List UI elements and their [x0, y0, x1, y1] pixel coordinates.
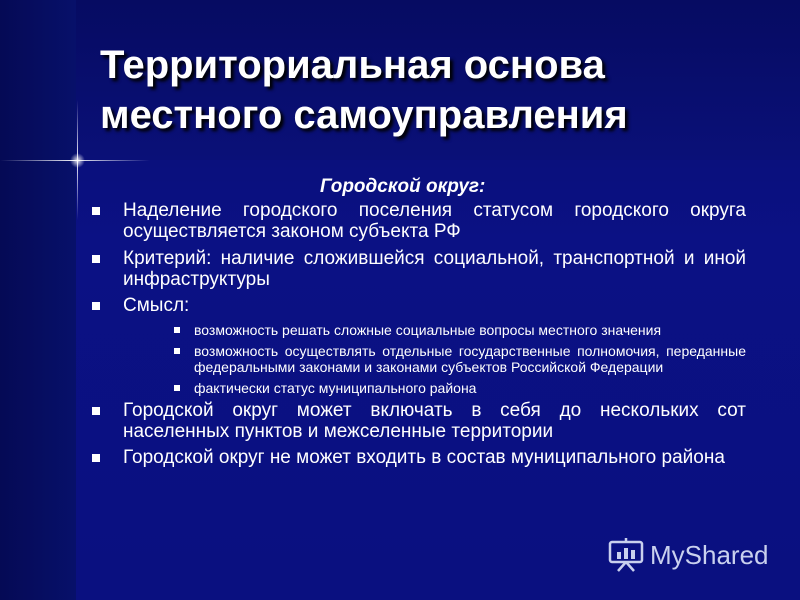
list-item [92, 400, 746, 442]
title-line-1: Территориальная основа [100, 43, 605, 87]
sub-list-item [92, 343, 746, 375]
list-item-text: Наделение городского поселения статусом городского округа осуществляется законом субъекта РФ [123, 200, 746, 242]
bullet-list [92, 200, 746, 468]
presentation-board-icon [608, 538, 644, 572]
sub-list-item-text: фактически статус муниципального района [194, 380, 477, 396]
list-item [92, 200, 746, 242]
square-bullet-icon [92, 255, 100, 263]
square-bullet-icon [174, 348, 180, 354]
list-item [92, 295, 746, 316]
title-line-2: местного самоуправления [100, 93, 628, 137]
square-bullet-icon [174, 385, 180, 391]
sub-list-item-text: возможность решать сложные социальные вопросы местного значения [194, 322, 662, 338]
sparkle-icon [70, 153, 85, 168]
square-bullet-icon [92, 454, 100, 462]
slide-subtitle: Городской округ: [320, 176, 486, 197]
watermark-text: MyShared [650, 539, 769, 570]
list-item [92, 447, 746, 468]
list-item-text: Городской округ может включать в себя до нескольких сот населенных пунктов и межселенные территории [123, 400, 746, 442]
list-item-text: Городской округ не может входить в состав муниципального района [123, 447, 725, 468]
square-bullet-icon [92, 302, 100, 310]
square-bullet-icon [92, 407, 100, 415]
sub-list-item [92, 380, 746, 396]
list-item-text: Смысл: [123, 295, 190, 316]
list-item [92, 248, 746, 290]
list-item-text: Критерий: наличие сложившейся социальной, транспортной и иной инфраструктуры [123, 248, 746, 290]
square-bullet-icon [174, 327, 180, 333]
sub-list-item [92, 322, 746, 338]
sub-list-item-text: возможность осуществлять отдельные государственные полномочия, переданные федеральными законами и законами субъектов Российской Федерации [194, 343, 746, 375]
watermark [608, 538, 769, 572]
square-bullet-icon [92, 207, 100, 215]
left-band [0, 0, 76, 600]
slide-title [100, 40, 780, 140]
